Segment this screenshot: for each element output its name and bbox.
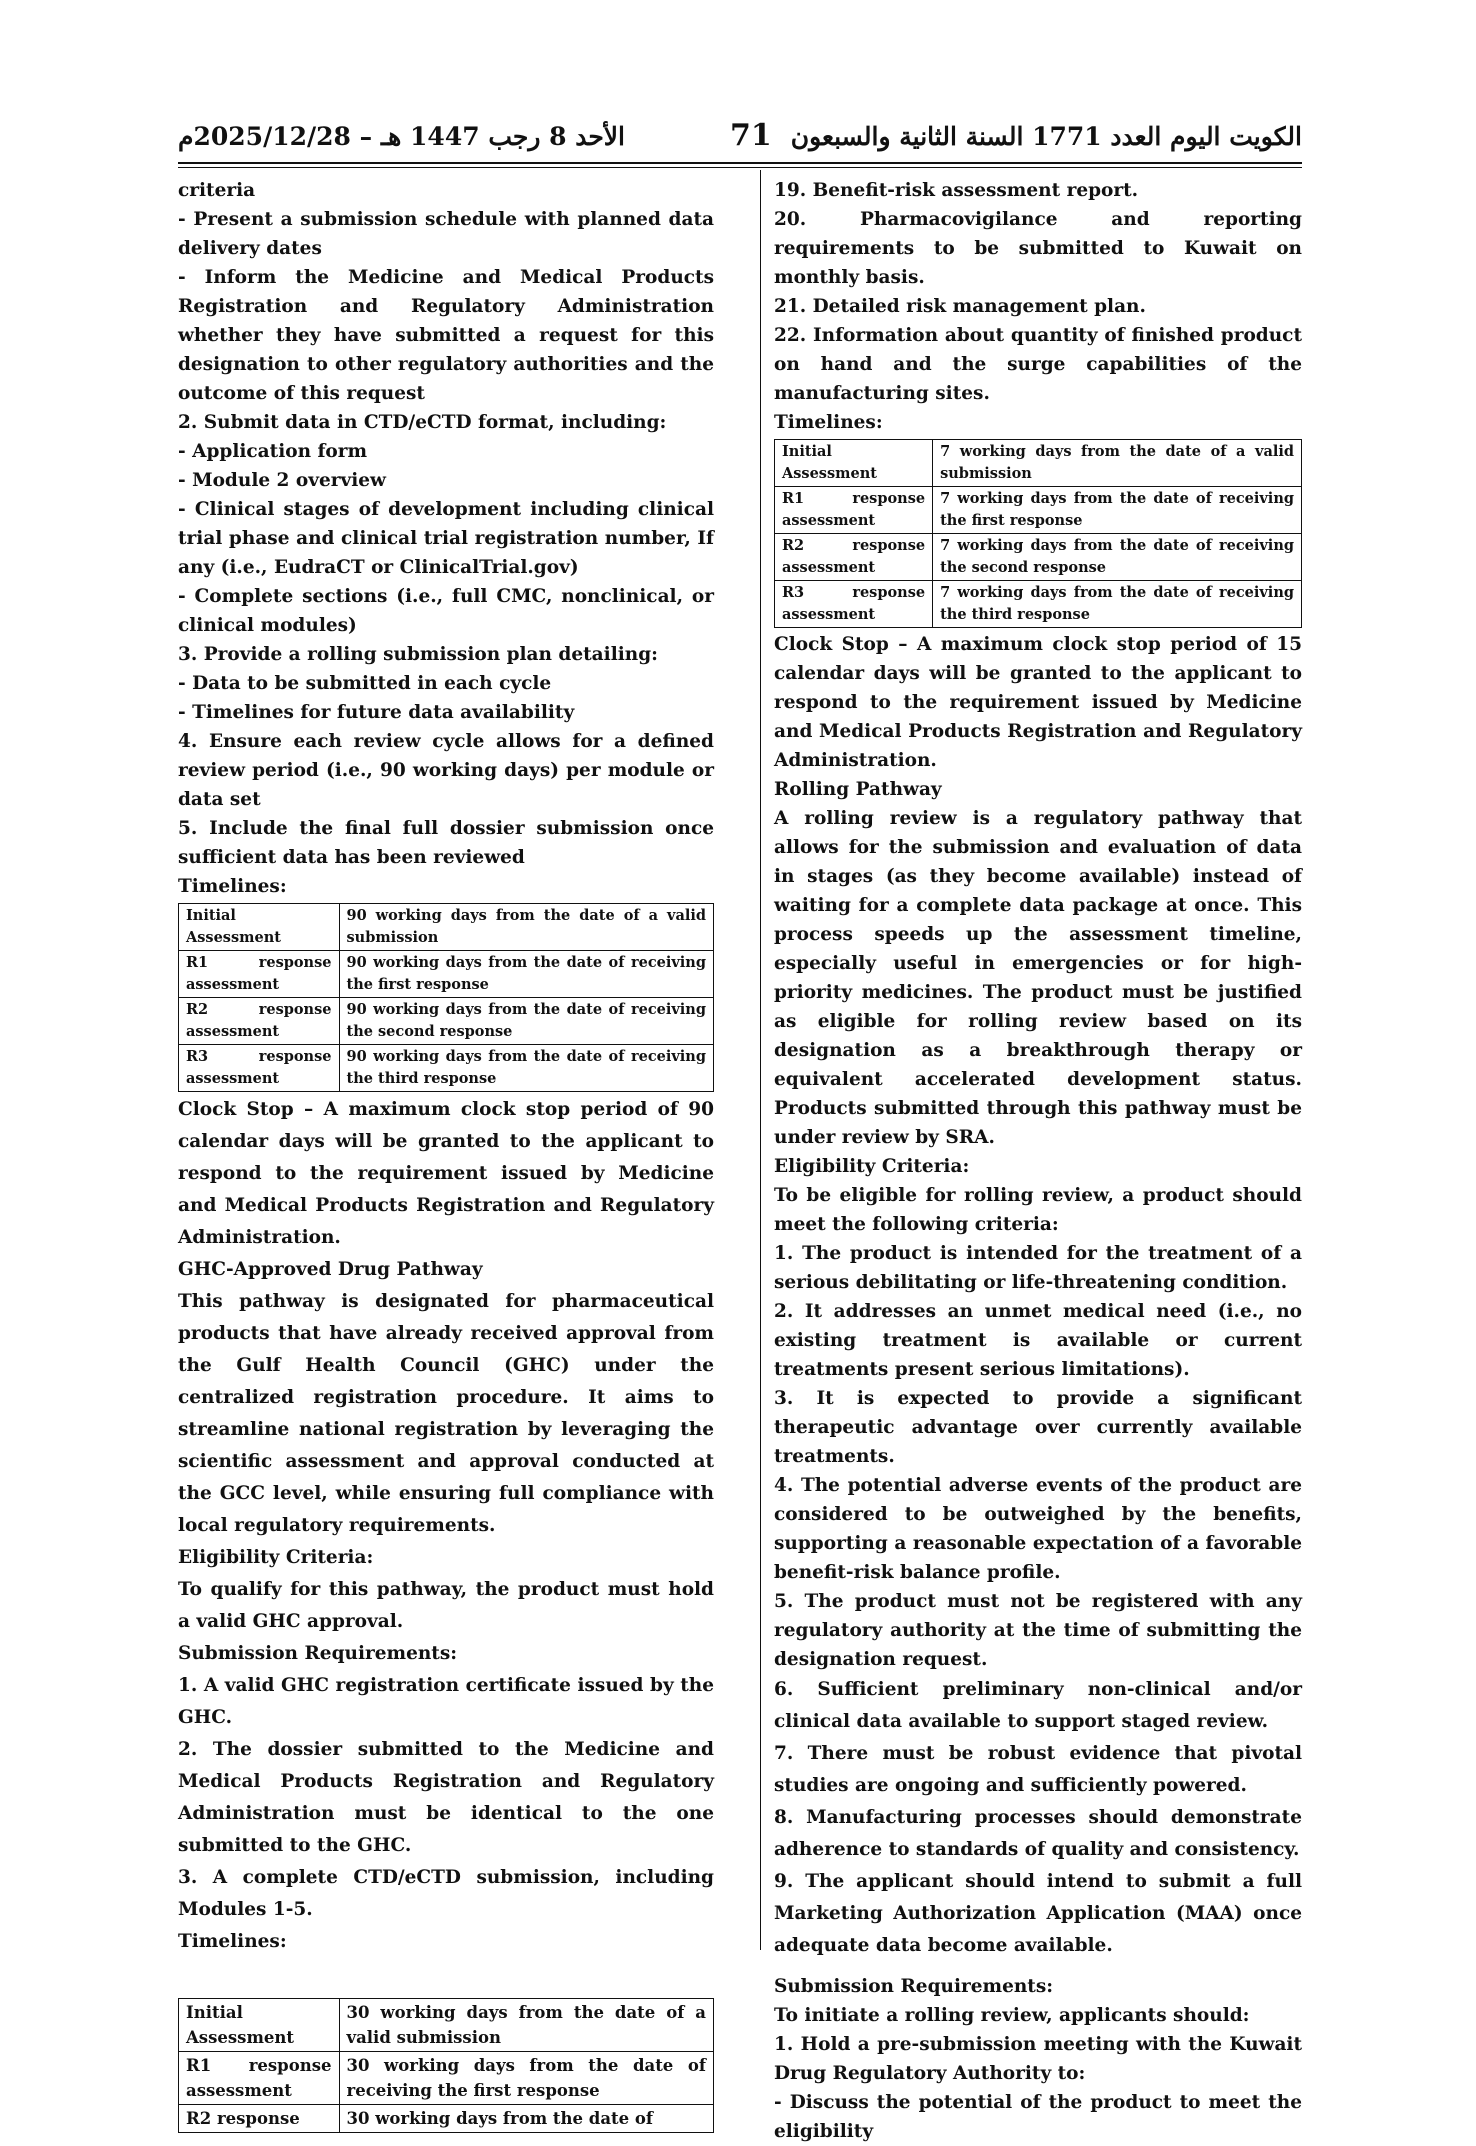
page-header xyxy=(178,118,1302,164)
left-paragraphs-b xyxy=(178,1094,714,1958)
duration-cell: 90 working days from the date of receiving the first response xyxy=(339,951,714,998)
table-row xyxy=(179,998,714,1045)
paragraph: Eligibility Criteria: xyxy=(178,1547,374,1568)
stage-cell: Initial Assessment xyxy=(179,904,340,951)
paragraph: 2. Submit data in CTD/eCTD format, including: xyxy=(178,412,667,433)
table-row xyxy=(179,951,714,998)
paragraph: 22. Information about quantity of finished product on hand and the surge capabilities of the manufacturing sites. xyxy=(774,325,1302,404)
table-row xyxy=(179,2052,714,2105)
paragraph: Timelines: xyxy=(774,412,883,433)
paragraph: - Clinical stages of development including clinical trial phase and clinical trial registration number, If any (i.e., EudraCT or ClinicalTrial.gov) xyxy=(178,499,714,578)
paragraph: criteria xyxy=(178,180,256,201)
paragraph: 3. It is expected to provide a significant therapeutic advantage over currently available treatments. xyxy=(774,1388,1302,1467)
paragraph: Submission Requirements: xyxy=(774,1976,1054,1997)
paragraph: - Inform the Medicine and Medical Products Registration and Regulatory Administration whether they have submitted a request for this designation to other regulatory authorities and the outcome of this request xyxy=(178,267,714,404)
spacer xyxy=(178,1958,714,1996)
paragraph: - Data to be submitted in each cycle xyxy=(178,673,552,694)
paragraph: Clock Stop – A maximum clock stop period of 15 calendar days will be granted to the applicant to respond to the requirement issued by Medicine and Medical Products Registration and Regulatory Administration. xyxy=(774,634,1302,771)
table-row xyxy=(179,1999,714,2052)
paragraph: 8. Manufacturing processes should demonstrate adherence to standards of quality and consistency. xyxy=(774,1807,1302,1860)
paragraph: Timelines: xyxy=(178,1931,287,1952)
duration-cell: 30 working days from the date of receiving the first response xyxy=(339,2052,714,2105)
paragraph: Clock Stop – A maximum clock stop period of 90 calendar days will be granted to the applicant to respond to the requirement issued by Medicine and Medical Products Registration and Regulatory Administration. xyxy=(178,1099,714,1248)
paragraph: 6. Sufficient preliminary non-clinical and/or clinical data available to support staged review. xyxy=(774,1679,1302,1732)
paragraph: To qualify for this pathway, the product must hold a valid GHC approval. xyxy=(178,1579,714,1632)
stage-cell: Initial Assessment xyxy=(775,440,933,487)
stage-cell: R2 response assessment xyxy=(179,998,340,1045)
paragraph: 2. It addresses an unmet medical need (i.e., no existing treatment is available or current treatments present serious limitations). xyxy=(774,1301,1302,1380)
paragraph: 3. A complete CTD/eCTD submission, including Modules 1-5. xyxy=(178,1867,714,1920)
paragraph: - Application form xyxy=(178,441,368,462)
paragraph: Submission Requirements: xyxy=(178,1643,458,1664)
stage-cell: R1 response assessment xyxy=(179,951,340,998)
left-timelines-table-1 xyxy=(178,903,714,1092)
paragraph: - Present a submission schedule with planned data delivery dates xyxy=(178,209,714,259)
duration-cell: 30 working days from the date of a valid submission xyxy=(339,1999,714,2052)
right-paragraphs-b xyxy=(774,630,1302,1674)
table-row xyxy=(179,904,714,951)
left-paragraphs-a xyxy=(178,176,714,901)
stage-cell: R1 response assessment xyxy=(775,487,933,534)
stage-cell: R2 response xyxy=(179,2105,340,2133)
paragraph: 20. Pharmacovigilance and reporting requirements to be submitted to Kuwait on monthly basis. xyxy=(774,209,1302,288)
duration-cell: 90 working days from the date of receiving the second response xyxy=(339,998,714,1045)
right-column xyxy=(774,176,1302,2146)
duration-cell: 7 working days from the date of a valid submission xyxy=(933,440,1302,487)
table-row xyxy=(179,2105,714,2133)
duration-cell: 90 working days from the date of a valid submission xyxy=(339,904,714,951)
table-row xyxy=(775,487,1302,534)
duration-cell: 30 working days from the date of xyxy=(339,2105,714,2133)
right-paragraphs-a xyxy=(774,176,1302,437)
paragraph: 19. Benefit-risk assessment report. xyxy=(774,180,1139,201)
column-divider xyxy=(760,170,761,1950)
paragraph: To initiate a rolling review, applicants should: xyxy=(774,2005,1250,2026)
paragraph: 5. The product must not be registered with any regulatory authority at the time of submitting the designation request. xyxy=(774,1591,1302,1670)
paragraph: - Module 2 overview xyxy=(178,470,386,491)
paragraph: A rolling review is a regulatory pathway that allows for the submission and evaluation of data in stages (as they become available) instead of waiting for a complete data package at once. This process speeds up the assessment timeline, especially useful in emergencies or for high-priority medicines. The product must be justified as eligible for rolling review based on its designation as a breakthrough therapy or equivalent accelerated development status. Products submitted through this pathway must be under review by SRA. xyxy=(774,808,1302,1148)
spacer xyxy=(774,1962,1302,1972)
paragraph: 21. Detailed risk management plan. xyxy=(774,296,1146,317)
table-row xyxy=(775,534,1302,581)
paragraph: Eligibility Criteria: xyxy=(774,1156,970,1177)
header-rule xyxy=(178,162,1302,164)
paragraph: This pathway is designated for pharmaceutical products that have already received approval from the Gulf Health Council (GHC) under the centralized registration procedure. It aims to streamline national registration by leveraging the scientific assessment and approval conducted at the GCC level, while ensuring full compliance with local regulatory requirements. xyxy=(178,1291,714,1536)
paragraph: 3. Provide a rolling submission plan detailing: xyxy=(178,644,658,665)
stage-cell: R3 response assessment xyxy=(775,581,933,628)
duration-cell: 7 working days from the date of receiving the third response xyxy=(933,581,1302,628)
paragraph: 1. A valid GHC registration certificate issued by the GHC. xyxy=(178,1675,714,1728)
table-row xyxy=(775,581,1302,628)
paragraph: 4. The potential adverse events of the product are considered to be outweighed by the benefits, supporting a reasonable expectation of a favorable benefit-risk balance profile. xyxy=(774,1475,1302,1583)
paragraph: To be eligible for rolling review, a product should meet the following criteria: xyxy=(774,1185,1302,1235)
table-row xyxy=(775,440,1302,487)
paragraph: GHC-Approved Drug Pathway xyxy=(178,1259,483,1280)
duration-cell: 90 working days from the date of receiving the third response xyxy=(339,1045,714,1092)
paragraph: Timelines: xyxy=(178,876,287,897)
right-paragraphs-c xyxy=(774,1674,1302,1962)
paragraph: 1. Hold a pre-submission meeting with the Kuwait Drug Regulatory Authority to: xyxy=(774,2034,1302,2084)
left-timelines-table-2 xyxy=(178,1998,714,2133)
right-paragraphs-d xyxy=(774,1972,1302,2146)
paragraph: 7. There must be robust evidence that pivotal studies are ongoing and sufficiently powered. xyxy=(774,1743,1302,1796)
page-number: 71 xyxy=(730,118,772,153)
paragraph: 9. The applicant should intend to submit a full Marketing Authorization Application (MAA) once adequate data become available. xyxy=(774,1871,1302,1956)
paragraph: Rolling Pathway xyxy=(774,779,942,800)
header-rule-thin xyxy=(178,167,1302,168)
paragraph: 1. The product is intended for the treatment of a serious debilitating or life-threatening condition. xyxy=(774,1243,1302,1293)
table-row xyxy=(179,1045,714,1092)
paragraph: - Complete sections (i.e., full CMC, nonclinical, or clinical modules) xyxy=(178,586,714,636)
stage-cell: R2 response assessment xyxy=(775,534,933,581)
paragraph: 4. Ensure each review cycle allows for a defined review period (i.e., 90 working days) per module or data set xyxy=(178,731,714,810)
issue-date: الأحد 8 رجب 1447 هـ – 2025/12/28م xyxy=(178,122,625,151)
stage-cell: Initial Assessment xyxy=(179,1999,340,2052)
duration-cell: 7 working days from the date of receiving the first response xyxy=(933,487,1302,534)
issue-info: الكويت اليوم العدد 1771 السنة الثانية والسبعون xyxy=(790,122,1302,151)
left-column xyxy=(178,176,714,2135)
stage-cell: R1 response assessment xyxy=(179,2052,340,2105)
stage-cell: R3 response assessment xyxy=(179,1045,340,1092)
paragraph: - Timelines for future data availability xyxy=(178,702,575,723)
paragraph: - Discuss the potential of the product to meet the eligibility xyxy=(774,2092,1302,2142)
duration-cell: 7 working days from the date of receiving the second response xyxy=(933,534,1302,581)
paragraph: 2. The dossier submitted to the Medicine and Medical Products Registration and Regulatory Administration must be identical to the one submitted to the GHC. xyxy=(178,1739,714,1856)
right-timelines-table xyxy=(774,439,1302,628)
paragraph: 5. Include the final full dossier submission once sufficient data has been reviewed xyxy=(178,818,714,868)
